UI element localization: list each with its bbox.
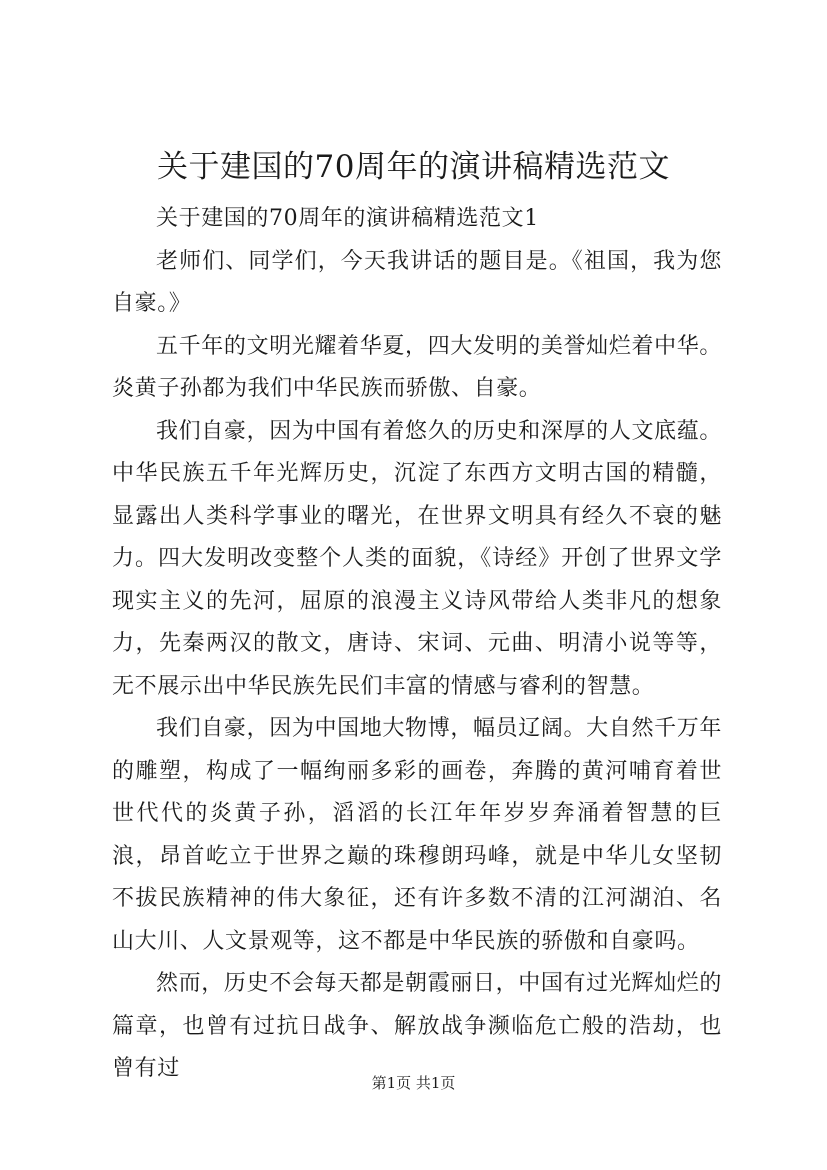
document-body	[112, 198, 722, 1091]
paragraph: 然而，历史不会每天都是朝霞丽日，中国有过光辉灿烂的篇章，也曾有过抗日战争、解放战争濒临危亡般的浩劫，也曾有过	[112, 971, 722, 1081]
paragraph: 五千年的文明光耀着华夏，四大发明的美誉灿烂着中华。炎黄子孙都为我们中华民族而骄傲、自豪。	[112, 333, 722, 401]
paragraph-opening: 老师们、同学们，今天我讲话的题目是。《祖国，我为您自豪。》	[112, 248, 722, 316]
page-footer: 第1页 共1页	[371, 1074, 456, 1092]
paragraph: 我们自豪，因为中国有着悠久的历史和深厚的人文底蕴。中华民族五千年光辉历史，沉淀了东西方文明古国的精髓，显露出人类科学事业的曙光，在世界文明具有经久不衰的魅力。四大发明改变整个人类的面貌，《诗经》开创了世界文学现实主义的先河，屈原的浪漫主义诗风带给人类非凡的想象力，先秦两汉的散文，唐诗、宋词、元曲、明清小说等等，无不展示出中华民族先民们丰富的情感与睿利的智慧。	[112, 418, 722, 699]
document-title: 关于建国的70周年的演讲稿精选范文	[157, 149, 670, 185]
paragraph-subtitle: 关于建国的70周年的演讲稿精选范文1	[156, 206, 539, 231]
paragraph: 我们自豪，因为中国地大物博，幅员辽阔。大自然千万年的雕塑，构成了一幅绚丽多彩的画卷，奔腾的黄河哺育着世世代代的炎黄子孙，滔滔的长江年年岁岁奔涌着智慧的巨浪，昂首屹立于世界之巅的珠穆朗玛峰，就是中华儿女坚韧不拔民族精神的伟大象征，还有许多数不清的江河湖泊、名山大川、人文景观等，这不都是中华民族的骄傲和自豪吗。	[112, 716, 722, 954]
